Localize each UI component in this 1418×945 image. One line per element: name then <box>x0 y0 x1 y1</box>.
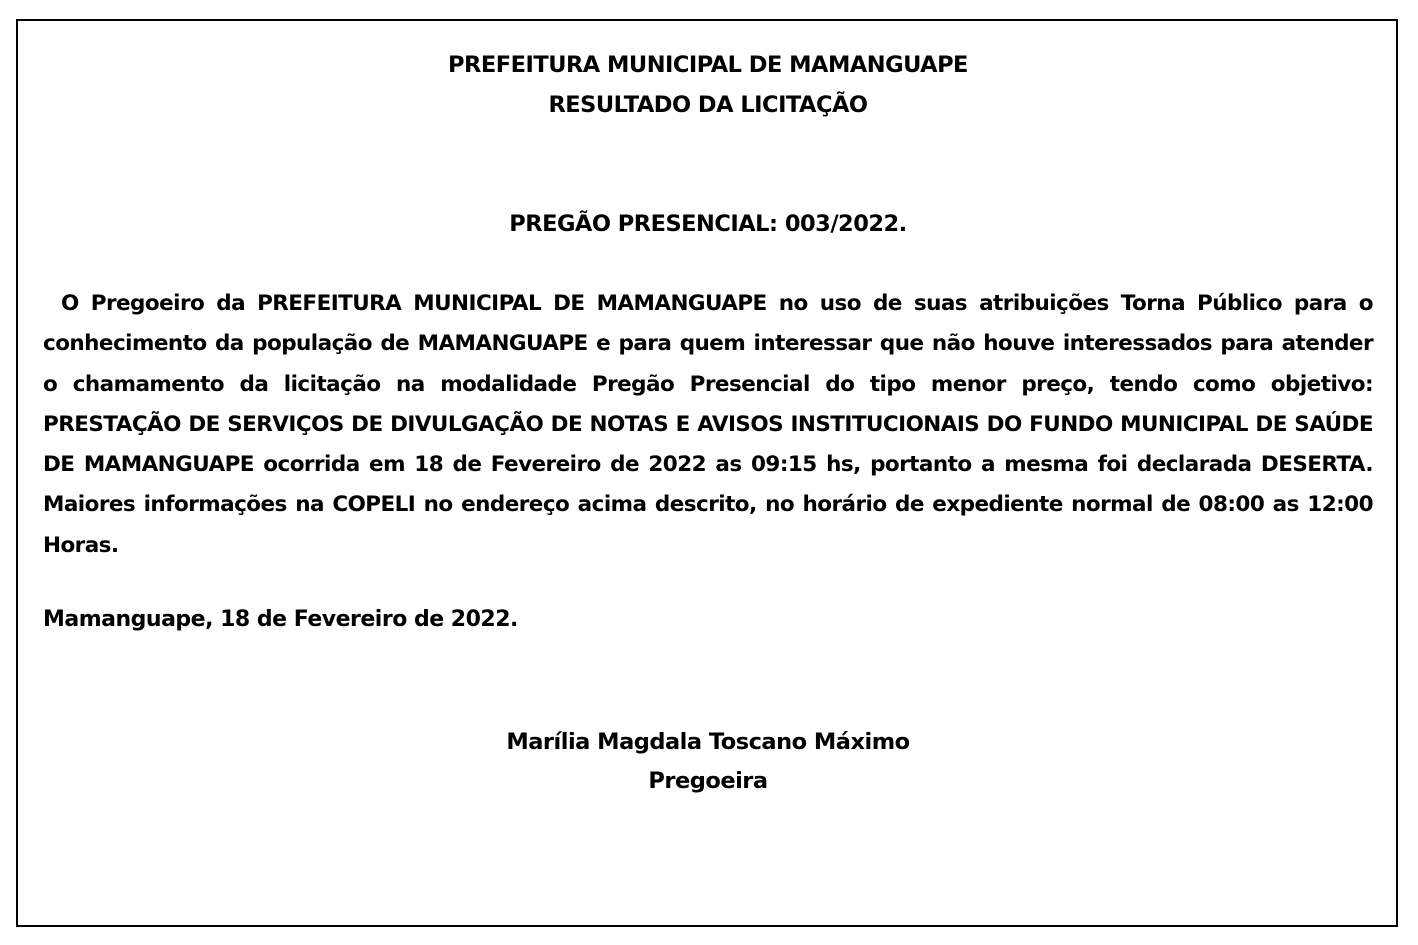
date-line: Mamanguape, 18 de Fevereiro de 2022. <box>43 607 518 632</box>
signer-role: Pregoeira <box>648 768 768 794</box>
notice-body <box>43 284 1373 566</box>
signer-name: Marília Magdala Toscano Máximo <box>506 729 910 755</box>
document-title: PREFEITURA MUNICIPAL DE MAMANGUAPE <box>448 52 968 78</box>
notice-body-text: O Pregoeiro da PREFEITURA MUNICIPAL DE MAMANGUAPE no uso de suas atribuições Torna Público para o conhecimento da população de MAMANGUAPE e para quem interessar que não houve interessados para atender o chamamento da licitação na modalidade Pregão Presencial do tipo menor preço, tendo como objetivo: PRESTAÇÃO DE SERVIÇOS DE DIVULGAÇÃO DE NOTAS E AVISOS INSTITUCIONAIS DO FUNDO MUNICIPAL DE SAÚDE DE MAMANGUAPE ocorrida em 18 de Fevereiro de 2022 as 09:15 hs, portanto a mesma foi declarada DESERTA. Maiores informações na COPELI no endereço acima descrito, no horário de expediente normal de 08:00 as 12:00 Horas. <box>43 291 1373 558</box>
document-subtitle: RESULTADO DA LICITAÇÃO <box>548 92 868 118</box>
pregao-number: PREGÃO PRESENCIAL: 003/2022. <box>509 211 907 237</box>
